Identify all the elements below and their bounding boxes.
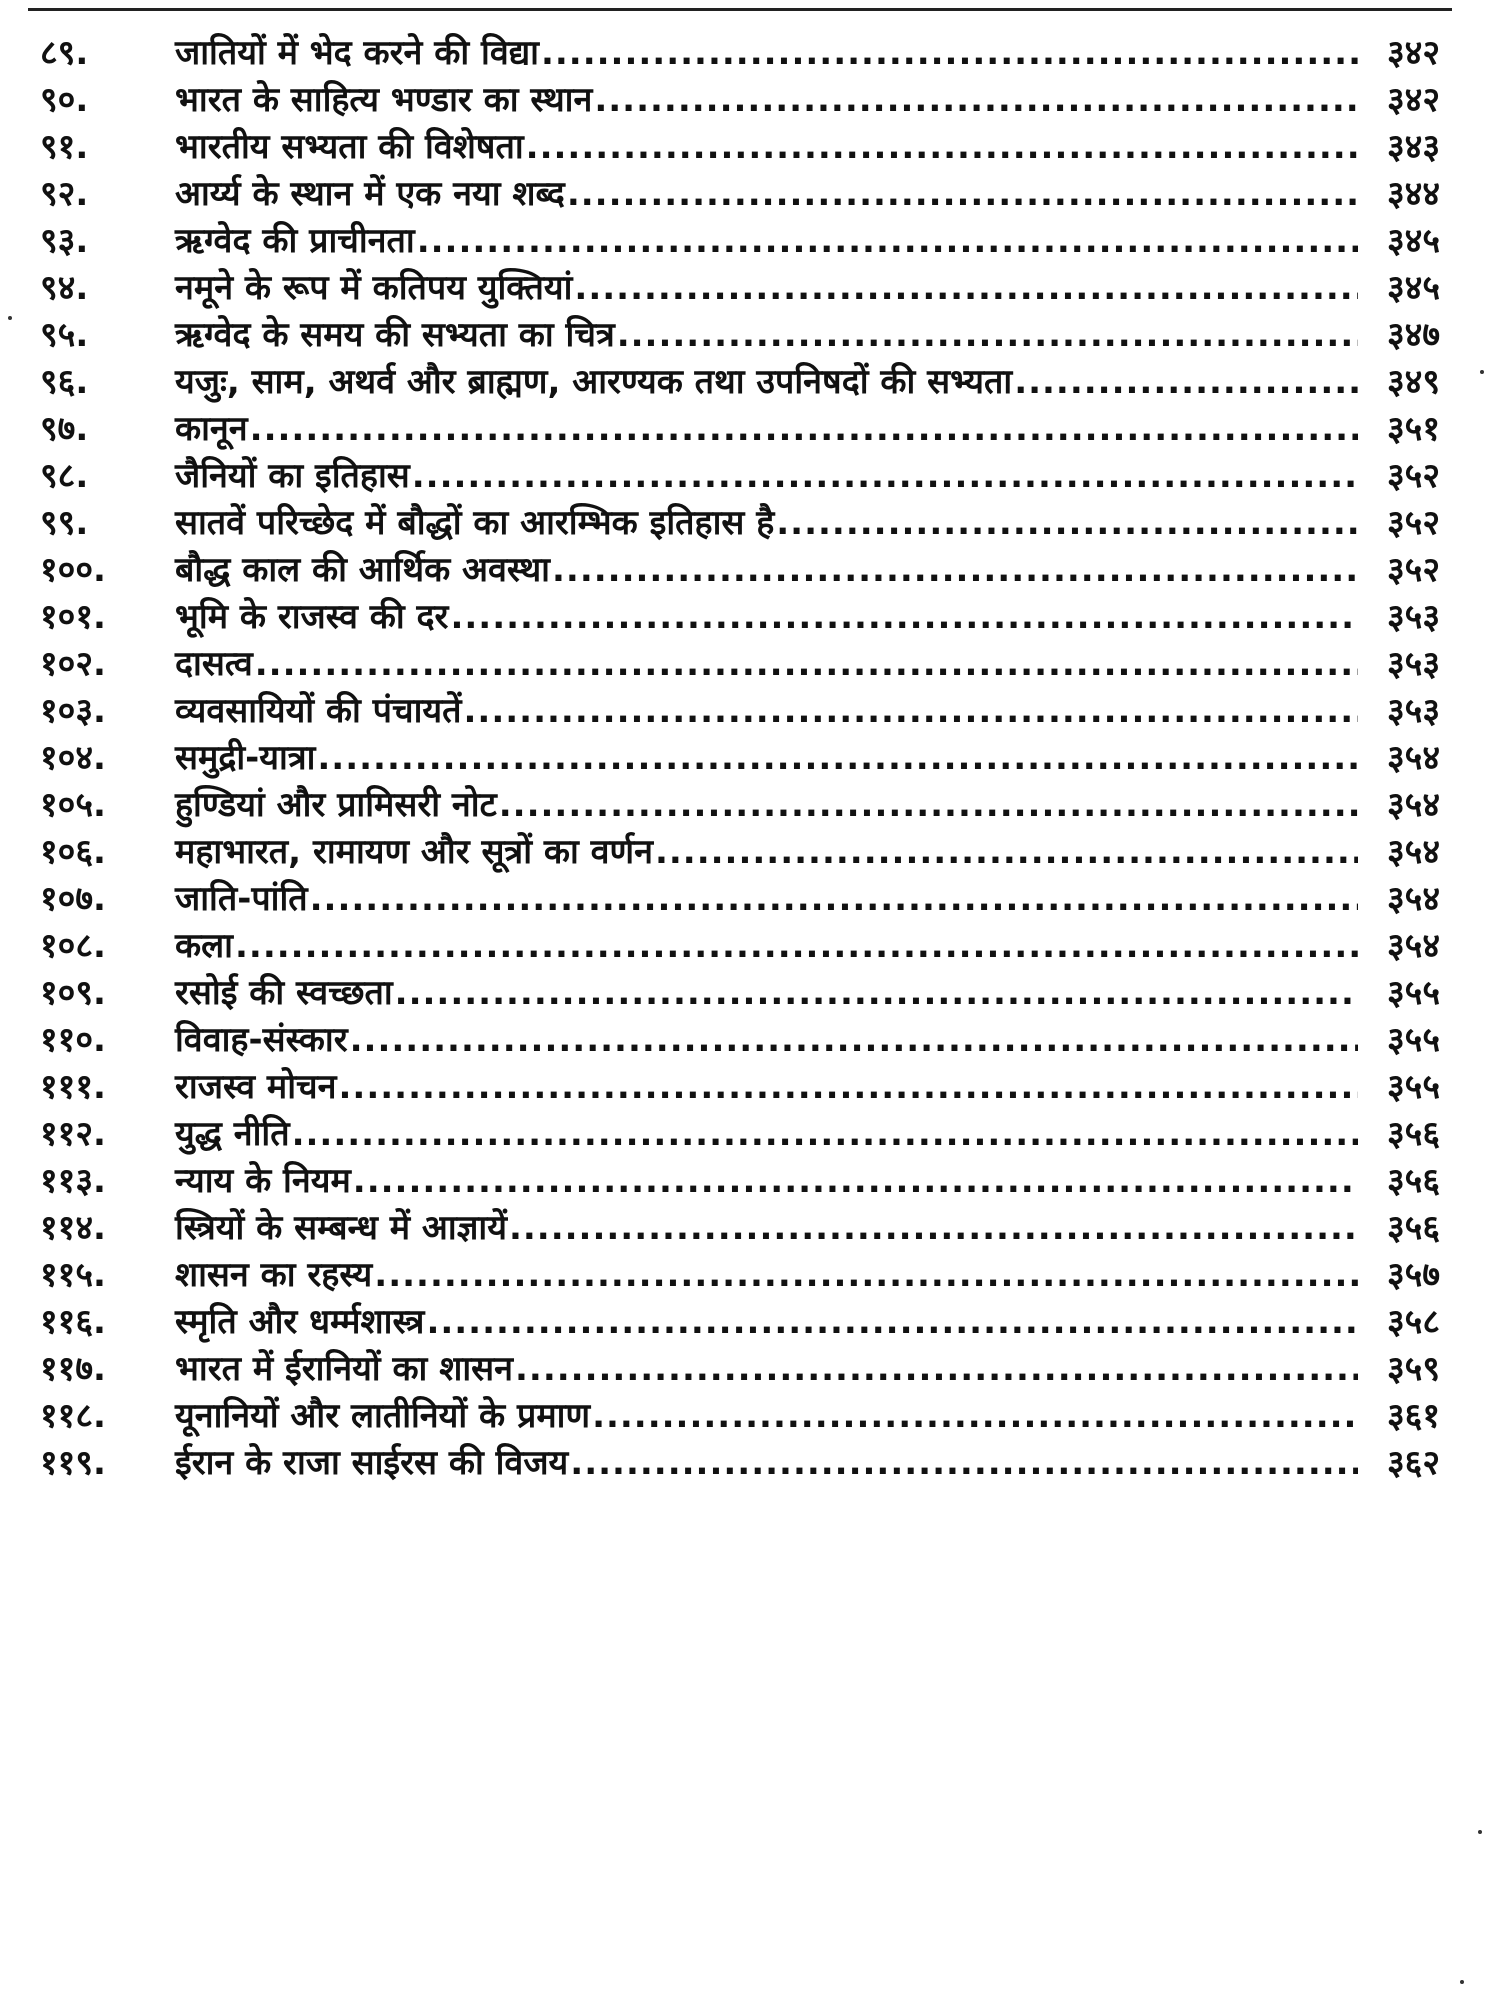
dot-leader xyxy=(235,926,1358,966)
toc-entry-title: दासत्व xyxy=(175,644,253,684)
toc-entry-number: १००. xyxy=(40,550,106,590)
toc-entry xyxy=(40,404,1440,451)
toc-entry xyxy=(40,1062,1440,1109)
toc-entry xyxy=(40,357,1440,404)
toc-entry-title: स्त्रियों के सम्बन्ध में आज्ञायें xyxy=(175,1208,507,1248)
toc-entry-title: सातवें परिच्छेद में बौद्धों का आरम्भिक इतिहास है xyxy=(175,503,775,543)
dot-leader xyxy=(776,503,1358,543)
toc-entry-number: १०५. xyxy=(40,785,106,825)
toc-entry-page-number: ३५२ xyxy=(1386,456,1440,496)
toc-entry-number: १०१. xyxy=(40,597,106,637)
toc-entry-title: कला xyxy=(175,926,233,966)
top-rule xyxy=(28,8,1452,11)
dot-leader xyxy=(417,221,1358,261)
toc-entry-page-number: ३४३ xyxy=(1386,127,1440,167)
dot-leader xyxy=(255,644,1358,684)
toc-entry-title: महाभारत, रामायण और सूत्रों का वर्णन xyxy=(175,832,653,872)
dot-leader xyxy=(499,785,1358,825)
toc-entry-page-number: ३६२ xyxy=(1386,1443,1440,1483)
toc-entry-title: यूनानियों और लातीनियों के प्रमाण xyxy=(175,1396,591,1436)
toc-entry xyxy=(40,545,1440,592)
dot-leader xyxy=(250,409,1358,449)
dot-leader xyxy=(317,738,1358,778)
toc-entry-title: बौद्ध काल की आर्थिक अवस्था xyxy=(175,550,550,590)
toc-entry-title: समुद्री-यात्रा xyxy=(175,738,316,778)
toc-entry-page-number: ३५३ xyxy=(1386,644,1440,684)
dot-leader xyxy=(339,1067,1358,1107)
toc-entry-page-number: ३५५ xyxy=(1386,1067,1440,1107)
toc-entry-page-number: ३५३ xyxy=(1386,691,1440,731)
toc-entry xyxy=(40,968,1440,1015)
toc-entry-page-number: ३५४ xyxy=(1386,926,1440,966)
toc-entry xyxy=(40,498,1440,545)
toc-entry-page-number: ३५७ xyxy=(1386,1255,1440,1295)
toc-entry xyxy=(40,1391,1440,1438)
toc-entry-page-number: ३५४ xyxy=(1386,832,1440,872)
scan-speck xyxy=(1480,370,1484,374)
dot-leader xyxy=(353,1161,1358,1201)
toc-entry-number: १०९. xyxy=(40,973,106,1013)
dot-leader xyxy=(570,1443,1358,1483)
toc-entry-page-number: ३५३ xyxy=(1386,597,1440,637)
toc-entry-title: व्यवसायियों की पंचायतें xyxy=(175,691,462,731)
toc-entry xyxy=(40,1250,1440,1297)
toc-entry-number: ११३. xyxy=(40,1161,106,1201)
toc-entry-page-number: ३५६ xyxy=(1386,1208,1440,1248)
dot-leader xyxy=(541,33,1358,73)
toc-entry-page-number: ३५४ xyxy=(1386,785,1440,825)
toc-entry-title: ऋग्वेद की प्राचीनता xyxy=(175,221,415,261)
toc-entry-number: ९४. xyxy=(40,268,89,308)
toc-entry-title: भारत के साहित्य भण्डार का स्थान xyxy=(175,80,593,120)
toc-entry-title: जाति-पांति xyxy=(175,879,308,919)
toc-entry-number: १०७. xyxy=(40,879,106,919)
toc-entry xyxy=(40,639,1440,686)
toc-entry-number: ९६. xyxy=(40,362,89,402)
toc-entry xyxy=(40,1297,1440,1344)
toc-entry-number: ९०. xyxy=(40,80,89,120)
toc-entry-title: यजुः, साम, अथर्व और ब्राह्मण, आरण्यक तथा उपनिषदों की सभ्यता xyxy=(175,362,1013,402)
scan-speck xyxy=(8,316,12,320)
dot-leader xyxy=(655,832,1358,872)
toc-entry-page-number: ३५४ xyxy=(1386,738,1440,778)
toc-entry-page-number: ३४४ xyxy=(1386,174,1440,214)
dot-leader xyxy=(350,1020,1358,1060)
toc-entry-title: भारतीय सभ्यता की विशेषता xyxy=(175,127,524,167)
toc-entry-number: १०६. xyxy=(40,832,106,872)
toc-entry-title: ऋग्वेद के समय की सभ्यता का चित्र xyxy=(175,315,615,355)
toc-entry xyxy=(40,1438,1440,1485)
toc-entry-page-number: ३५२ xyxy=(1386,503,1440,543)
toc-entry-page-number: ३५१ xyxy=(1386,409,1440,449)
toc-entry-number: ८९. xyxy=(40,33,89,73)
toc-entry-number: १०४. xyxy=(40,738,106,778)
toc-entry-title: भूमि के राजस्व की दर xyxy=(175,597,449,637)
toc-entry-title: युद्ध नीति xyxy=(175,1114,290,1154)
toc-entry xyxy=(40,874,1440,921)
dot-leader xyxy=(374,1255,1358,1295)
toc-entry xyxy=(40,169,1440,216)
toc-entry-title: स्मृति और धर्म्मशास्त्र xyxy=(175,1302,425,1342)
dot-leader xyxy=(426,1302,1358,1342)
toc-entry xyxy=(40,733,1440,780)
toc-entry-page-number: ३५५ xyxy=(1386,973,1440,1013)
toc-entry-number: १०८. xyxy=(40,926,106,966)
toc-entry-page-number: ३४२ xyxy=(1386,33,1440,73)
toc-entry-page-number: ३५४ xyxy=(1386,879,1440,919)
toc-entry-title: न्याय के नियम xyxy=(175,1161,351,1201)
toc-entry-page-number: ३४२ xyxy=(1386,80,1440,120)
toc-entry-number: १०३. xyxy=(40,691,106,731)
toc-entry-page-number: ३५५ xyxy=(1386,1020,1440,1060)
toc-entry-title: जातियों में भेद करने की विद्या xyxy=(175,33,539,73)
toc-entry xyxy=(40,1344,1440,1391)
toc-entry xyxy=(40,310,1440,357)
toc-entry-page-number: ३६१ xyxy=(1386,1396,1440,1436)
dot-leader xyxy=(515,1349,1358,1389)
dot-leader xyxy=(552,550,1358,590)
toc-entry xyxy=(40,1156,1440,1203)
toc-entry xyxy=(40,451,1440,498)
toc-entry-number: ९२. xyxy=(40,174,89,214)
toc-entry-number: १०२. xyxy=(40,644,106,684)
toc-entry-title: शासन का रहस्य xyxy=(175,1255,373,1295)
toc-entry-number: ९९. xyxy=(40,503,89,543)
dot-leader xyxy=(592,1396,1358,1436)
toc-entry-page-number: ३५२ xyxy=(1386,550,1440,590)
toc-entry-title: हुण्डियां और प्रामिसरी नोट xyxy=(175,785,497,825)
toc-entry-page-number: ३५६ xyxy=(1386,1114,1440,1154)
toc-entry xyxy=(40,1203,1440,1250)
dot-leader xyxy=(450,597,1358,637)
toc-entry-page-number: ३४५ xyxy=(1386,221,1440,261)
toc-entry-page-number: ३५६ xyxy=(1386,1161,1440,1201)
toc-entry xyxy=(40,28,1440,75)
toc-entry-number: ११२. xyxy=(40,1114,106,1154)
toc-entry-number: ११९. xyxy=(40,1443,106,1483)
table-of-contents xyxy=(40,28,1440,1485)
dot-leader xyxy=(594,80,1358,120)
toc-entry-title: ईरान के राजा साईरस की विजय xyxy=(175,1443,569,1483)
toc-entry-number: १११. xyxy=(40,1067,106,1107)
toc-entry-number: ११८. xyxy=(40,1396,106,1436)
toc-entry-number: ९५. xyxy=(40,315,89,355)
toc-entry xyxy=(40,263,1440,310)
toc-entry xyxy=(40,122,1440,169)
toc-entry xyxy=(40,686,1440,733)
dot-leader xyxy=(395,973,1358,1013)
toc-entry-title: रसोई की स्वच्छता xyxy=(175,973,393,1013)
toc-entry xyxy=(40,216,1440,263)
toc-entry-page-number: ३५९ xyxy=(1386,1349,1440,1389)
toc-entry-title: भारत में ईरानियों का शासन xyxy=(175,1349,513,1389)
toc-entry-title: जैनियों का इतिहास xyxy=(175,456,410,496)
dot-leader xyxy=(412,456,1358,496)
toc-entry-page-number: ३४७ xyxy=(1386,315,1440,355)
toc-entry-number: ९३. xyxy=(40,221,89,261)
toc-entry-title: आर्य्य के स्थान में एक नया शब्द xyxy=(175,174,565,214)
dot-leader xyxy=(574,268,1358,308)
toc-entry xyxy=(40,75,1440,122)
toc-entry-title: विवाह-संस्कार xyxy=(175,1020,348,1060)
toc-entry-page-number: ३४५ xyxy=(1386,268,1440,308)
dot-leader xyxy=(526,127,1358,167)
toc-entry-title: राजस्व मोचन xyxy=(175,1067,337,1107)
dot-leader xyxy=(617,315,1358,355)
toc-entry xyxy=(40,1109,1440,1156)
toc-entry-title: नमूने के रूप में कतिपय युक्तियां xyxy=(175,268,573,308)
dot-leader xyxy=(1014,362,1358,402)
toc-entry xyxy=(40,827,1440,874)
toc-entry-page-number: ३५८ xyxy=(1386,1302,1440,1342)
toc-entry-number: ११४. xyxy=(40,1208,106,1248)
toc-entry-number: ११०. xyxy=(40,1020,106,1060)
scan-speck xyxy=(1478,1830,1482,1834)
toc-entry xyxy=(40,780,1440,827)
dot-leader xyxy=(310,879,1358,919)
toc-entry-number: ९७. xyxy=(40,409,89,449)
toc-entry xyxy=(40,1015,1440,1062)
toc-entry-page-number: ३४९ xyxy=(1386,362,1440,402)
toc-entry xyxy=(40,921,1440,968)
dot-leader xyxy=(567,174,1358,214)
toc-entry xyxy=(40,592,1440,639)
toc-entry-number: ११६. xyxy=(40,1302,106,1342)
dot-leader xyxy=(464,691,1359,731)
toc-entry-number: ९८. xyxy=(40,456,89,496)
toc-entry-number: ११५. xyxy=(40,1255,106,1295)
toc-entry-title: कानून xyxy=(175,409,248,449)
dot-leader xyxy=(292,1114,1358,1154)
dot-leader xyxy=(509,1208,1358,1248)
scan-speck xyxy=(1460,1980,1464,1984)
toc-entry-number: ११७. xyxy=(40,1349,106,1389)
toc-entry-number: ९१. xyxy=(40,127,89,167)
